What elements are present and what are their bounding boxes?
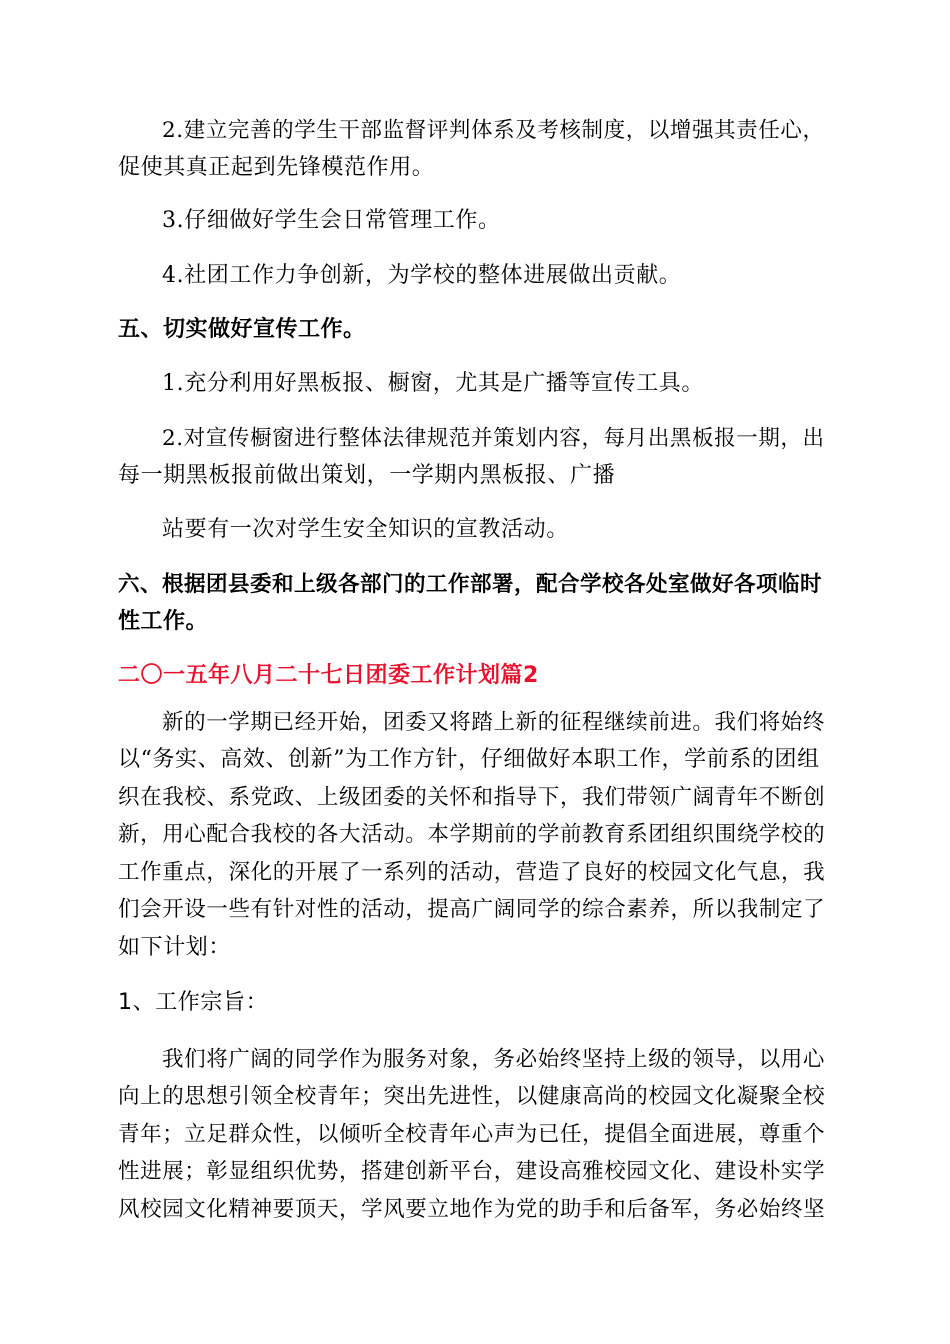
- section-heading: 性工作。: [118, 609, 209, 634]
- paragraph-line: 4.社团工作力争创新，为学校的整体进展做出贡献。: [162, 263, 682, 288]
- paragraph-line: 以“务实、高效、创新”为工作方针，仔细做好本职工作，学前系的团组: [118, 747, 820, 772]
- section-heading: 五、切实做好宣传工作。: [118, 317, 366, 342]
- article-title: 二〇一五年八月二十七日团委工作计划篇2: [118, 663, 539, 688]
- paragraph-line: 风校园文化精神要顶天，学风要立地作为党的助手和后备军，务必始终坚: [118, 1197, 826, 1222]
- section-heading: 六、根据团县委和上级各部门的工作部署，配合学校各处室做好各项临时: [118, 572, 823, 597]
- paragraph-line: 2.对宣传橱窗进行整体法律规范并策划内容，每月出黑板报一期，出: [162, 426, 825, 451]
- paragraph-line: 新，用心配合我校的各大活动。本学期前的学前教育系团组织围绕学校的: [118, 822, 826, 847]
- paragraph-line: 织在我校、系党政、上级团委的关怀和指导下，我们带领广阔青年不断创: [118, 785, 826, 810]
- paragraph-line: 如下计划：: [118, 935, 232, 960]
- paragraph-line: 工作重点，深化的开展了一系列的活动，营造了良好的校园文化气息，我: [118, 860, 826, 885]
- paragraph-line: 我们将广阔的同学作为服务对象，务必始终坚持上级的领导，以用心: [162, 1047, 826, 1072]
- paragraph-line: 站要有一次对学生安全知识的宣教活动。: [162, 517, 569, 542]
- paragraph-line: 性进展；彰显组织优势，搭建创新平台，建设高雅校园文化、建设朴实学: [118, 1159, 826, 1184]
- paragraph-line: 2.建立完善的学生干部监督评判体系及考核制度，以增强其责任心，: [162, 118, 825, 143]
- paragraph-line: 促使其真正起到先锋模范作用。: [118, 155, 435, 180]
- paragraph-line: 3.仔细做好学生会日常管理工作。: [162, 208, 501, 233]
- paragraph-line: 向上的思想引领全校青年；突出先进性，以健康高尚的校园文化凝聚全校: [118, 1084, 826, 1109]
- paragraph-line: 每一期黑板报前做出策划，一学期内黑板报、广播: [118, 463, 616, 488]
- paragraph-line: 新的一学期已经开始，团委又将踏上新的征程继续前进。我们将始终: [162, 710, 826, 735]
- paragraph-line: 们会开设一些有针对性的活动，提高广阔同学的综合素养，所以我制定了: [118, 897, 826, 922]
- paragraph-line: 1.充分利用好黑板报、橱窗，尤其是广播等宣传工具。: [162, 371, 704, 396]
- subsection-heading: 1、工作宗旨：: [118, 990, 269, 1015]
- paragraph-line: 青年；立足群众性，以倾听全校青年心声为已任，提倡全面进展，尊重个: [118, 1122, 826, 1147]
